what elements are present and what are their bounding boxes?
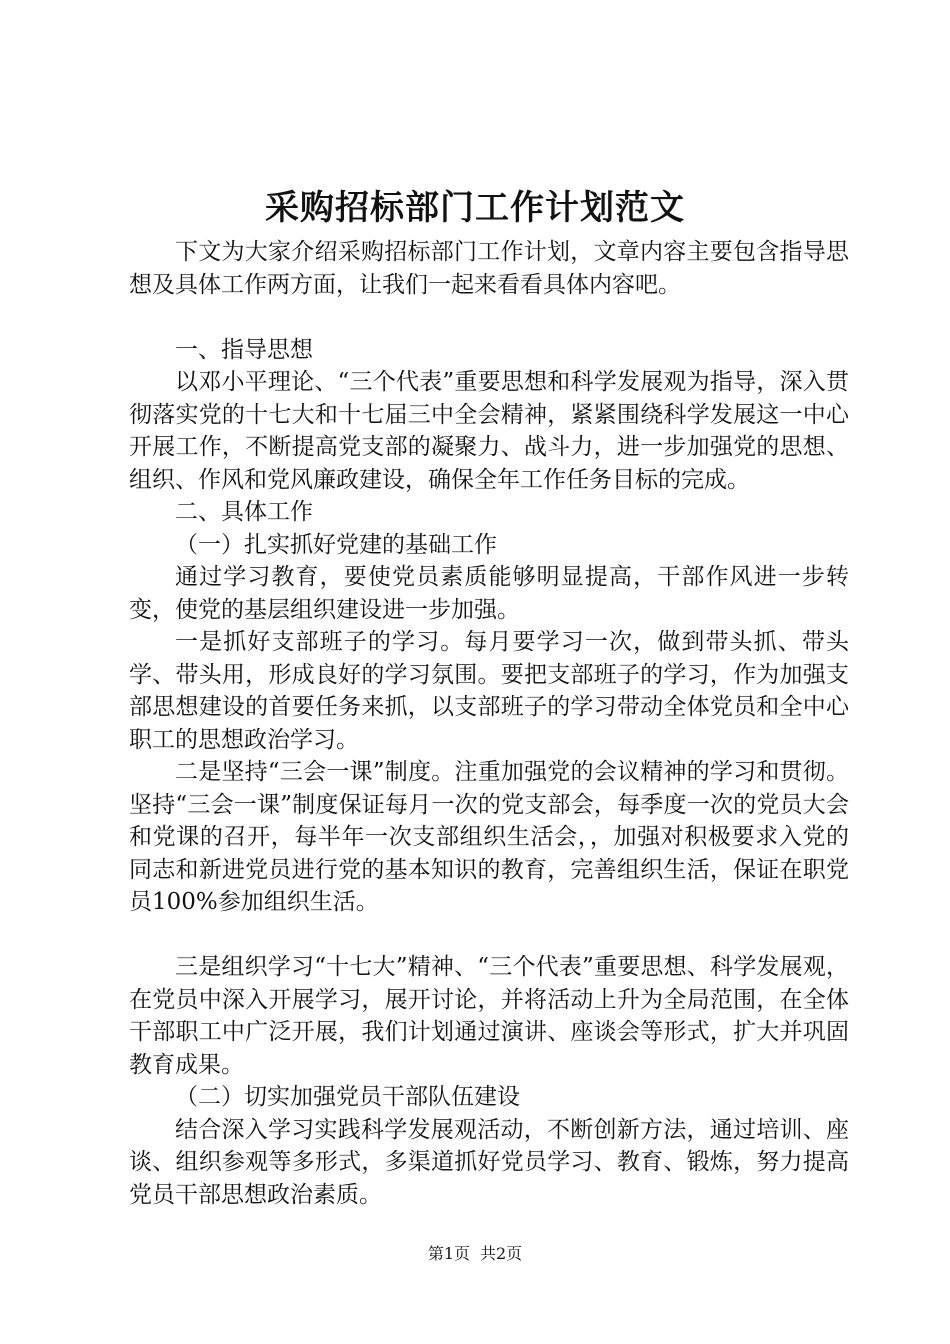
document-title: 采购招标部门工作计划范文 bbox=[265, 188, 685, 228]
team-building-paragraph: 结合深入学习实践科学发展观活动，不断创新方法，通过培训、座谈、组织参观等多形式，多渠道抓好党员学习、教育、锻炼，努力提高党员干部思想政治素质。 bbox=[129, 1116, 849, 1208]
subsection-heading-party-building: （一）扎实抓好党建的基础工作 bbox=[175, 531, 497, 558]
intro-paragraph: 下文为大家介绍采购招标部门工作计划，文章内容主要包含指导思想及具体工作两方面，让我们一起来看看具体内容吧。 bbox=[129, 239, 849, 298]
paragraph-gap bbox=[129, 919, 849, 952]
item-two-paragraph: 二是坚持“三会一课”制度。注重加强党的会议精神的学习和贯彻。坚持“三会一课”制度保证每月一次的党支部会，每季度一次的党员大会和党课的召开，每半年一次支部组织生活会，，加强对积极要求入党的同志和新进党员进行党的基本知识的教育，完善组织生活，保证在职党员100%参加组织生活。 bbox=[129, 759, 849, 915]
page-number-total: 共2页 bbox=[480, 1244, 523, 1263]
section-heading-guiding-thought: 一、指导思想 bbox=[175, 336, 313, 363]
paragraph-gap bbox=[129, 301, 849, 334]
page-footer bbox=[0, 1242, 950, 1266]
page-number-current: 第1页 bbox=[427, 1244, 470, 1263]
document-body bbox=[129, 236, 849, 1211]
subsection-heading-team-building: （二）切实加强党员干部队伍建设 bbox=[175, 1084, 520, 1110]
item-three-paragraph: 三是组织学习“十七大”精神、“三个代表”重要思想、科学发展观，在党员中深入开展学习，展开讨论，并将活动上升为全局范围，在全体干部职工中广泛开展，我们计划通过演讲、座谈会等形式，扩大并巩固教育成果。 bbox=[129, 954, 849, 1078]
guiding-thought-paragraph: 以邓小平理论、“三个代表”重要思想和科学发展观为指导，深入贯彻落实党的十七大和十七届三中全会精神，紧紧围绕科学发展这一中心开展工作，不断提高党支部的凝聚力、战斗力，进一步加强党的思想、组织、作风和党风廉政建设，确保全年工作任务目标的完成。 bbox=[129, 369, 849, 493]
section-heading-specific-work: 二、具体工作 bbox=[175, 499, 313, 525]
party-building-paragraph: 通过学习教育，要使党员素质能够明显提高，干部作风进一步转变，使党的基层组织建设进一步加强。 bbox=[129, 564, 849, 623]
item-one-paragraph: 一是抓好支部班子的学习。每月要学习一次，做到带头抓、带头学、带头用，形成良好的学习氛围。要把支部班子的学习，作为加强支部思想建设的首要任务来抓，以支部班子的学习带动全体党员和全中心职工的思想政治学习。 bbox=[129, 629, 849, 753]
